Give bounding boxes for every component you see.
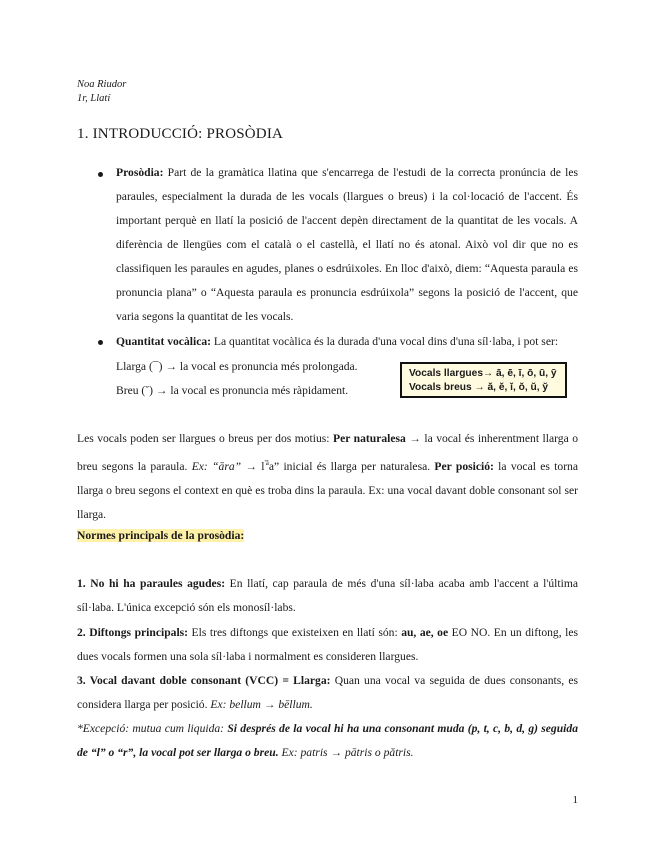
norma-2-text-b: EO NO. En un diftong, les dues vocals formen una sola síl·laba i normalment es consideren llargues. xyxy=(77,626,578,663)
bullet-quantitat xyxy=(116,330,578,354)
norma-2-diftongs: au, ae, oe xyxy=(401,626,449,639)
norma-2 xyxy=(77,621,578,669)
course-name: 1r, Llatí xyxy=(77,93,111,104)
naturalesa-example-l: l xyxy=(261,459,265,473)
quantitat-text: La quantitat vocàlica és la durada d'una vocal dins d'una síl·laba, i pot ser: xyxy=(213,335,559,348)
norma-3-label: 3. Vocal davant doble consonant (VCC) = Llarga: xyxy=(77,674,331,687)
motius-intro: Les vocals poden ser llargues o breus per dos motius: xyxy=(77,432,334,445)
norma-1-label: 1. No hi ha paraules agudes: xyxy=(77,577,226,590)
vowel-long-line: Vocals llargues→ ā, ē, ī, ō, ū, ȳ xyxy=(409,368,557,379)
naturalesa-example: Ex: “āra” → xyxy=(191,459,262,473)
bullet-dot xyxy=(98,340,103,345)
posicio-text: la vocal es torna llarga o breu segons el context en què es troba dins la paraula. Ex: una vocal davant doble consonant sol ser llarga. xyxy=(77,459,578,521)
prosodia-label: Prosòdia: xyxy=(116,166,164,179)
quantitat-llarga: Llarga (¯) → la vocal es pronuncia més prolongada. xyxy=(116,360,358,373)
naturalesa-text: → la vocal és inherentment llarga o breu segons la paraula. xyxy=(77,432,578,473)
author-name: Noa Riudor xyxy=(77,79,127,90)
excepcio-example: Ex: patris → pātris o pătris. xyxy=(278,746,414,759)
norma-3-example: Ex: bellum → bēllum. xyxy=(210,698,313,711)
page-title: 1. INTRODUCCIÓ: PROSÒDIA xyxy=(77,126,284,142)
prosodia-text: Part de la gramàtica llatina que s'encarrega de l'estudi de la correcta pronúncia de les paraules, especialment la durada de les vocals (llargues o breus) i la col·locació de l'accent. És important perquè en llatí la posició de l'accent depèn directament de la quantitat de les vocals. A diferència de llengües com el català o el castellà, el llatí no és atonal. Això vol dir que no es classifiquen les paraules en agudes, planes o esdrúixoles. En lloc d'això, diem: “Aquesta paraula es pronuncia plana” o “Aquesta paraula es pronuncia esdrúixola” segons la posició de l'accent, que varia segons la quantitat de les vocals. xyxy=(116,166,578,323)
posicio-label: Per posició: xyxy=(434,459,494,473)
excepcio-label: *Excepció: mutua cum liquida: xyxy=(77,722,225,735)
normes-heading-text: Normes principals de la prosòdia: xyxy=(77,529,245,542)
naturalesa-label: Per naturalesa xyxy=(333,432,406,445)
norma-3-text: Quan una vocal va seguida de dues consonants, es considera llarga per posició. xyxy=(77,674,578,711)
quantitat-breu: Breu (˘) → la vocal es pronuncia més ràpidament. xyxy=(116,384,349,397)
norma-2-text-a: Els tres diftongs que existeixen en llatí són: xyxy=(188,626,402,639)
vowel-short-line: Vocals breus → ă, ĕ, ĭ, ŏ, ŭ, y̆ xyxy=(409,382,549,393)
naturalesa-example-sup: 'ā xyxy=(264,459,269,467)
excepcio xyxy=(77,717,578,765)
page-number: 1 xyxy=(572,794,578,806)
norma-1 xyxy=(77,572,578,620)
motius-paragraph xyxy=(77,427,578,527)
norma-3 xyxy=(77,669,578,717)
bullet-dot xyxy=(98,172,103,177)
bullet-prosodia xyxy=(116,161,578,329)
vowel-summary-box xyxy=(400,362,567,398)
naturalesa-example-end: a” inicial és llarga per naturalesa. xyxy=(268,459,435,473)
normes-heading xyxy=(77,524,244,548)
norma-2-label: 2. Diftongs principals: xyxy=(77,626,189,639)
quantitat-label: Quantitat vocàlica: xyxy=(116,335,211,348)
norma-1-text: En llatí, cap paraula de més d'una síl·laba acaba amb l'accent a l'última síl·laba. L'única excepció són els monosíl·labs. xyxy=(77,577,578,614)
excepcio-rule: Si després de la vocal hi ha una consonant muda (p, t, c, b, d, g) seguida de “l” o “r”, la vocal pot ser llarga o breu. xyxy=(77,722,578,759)
